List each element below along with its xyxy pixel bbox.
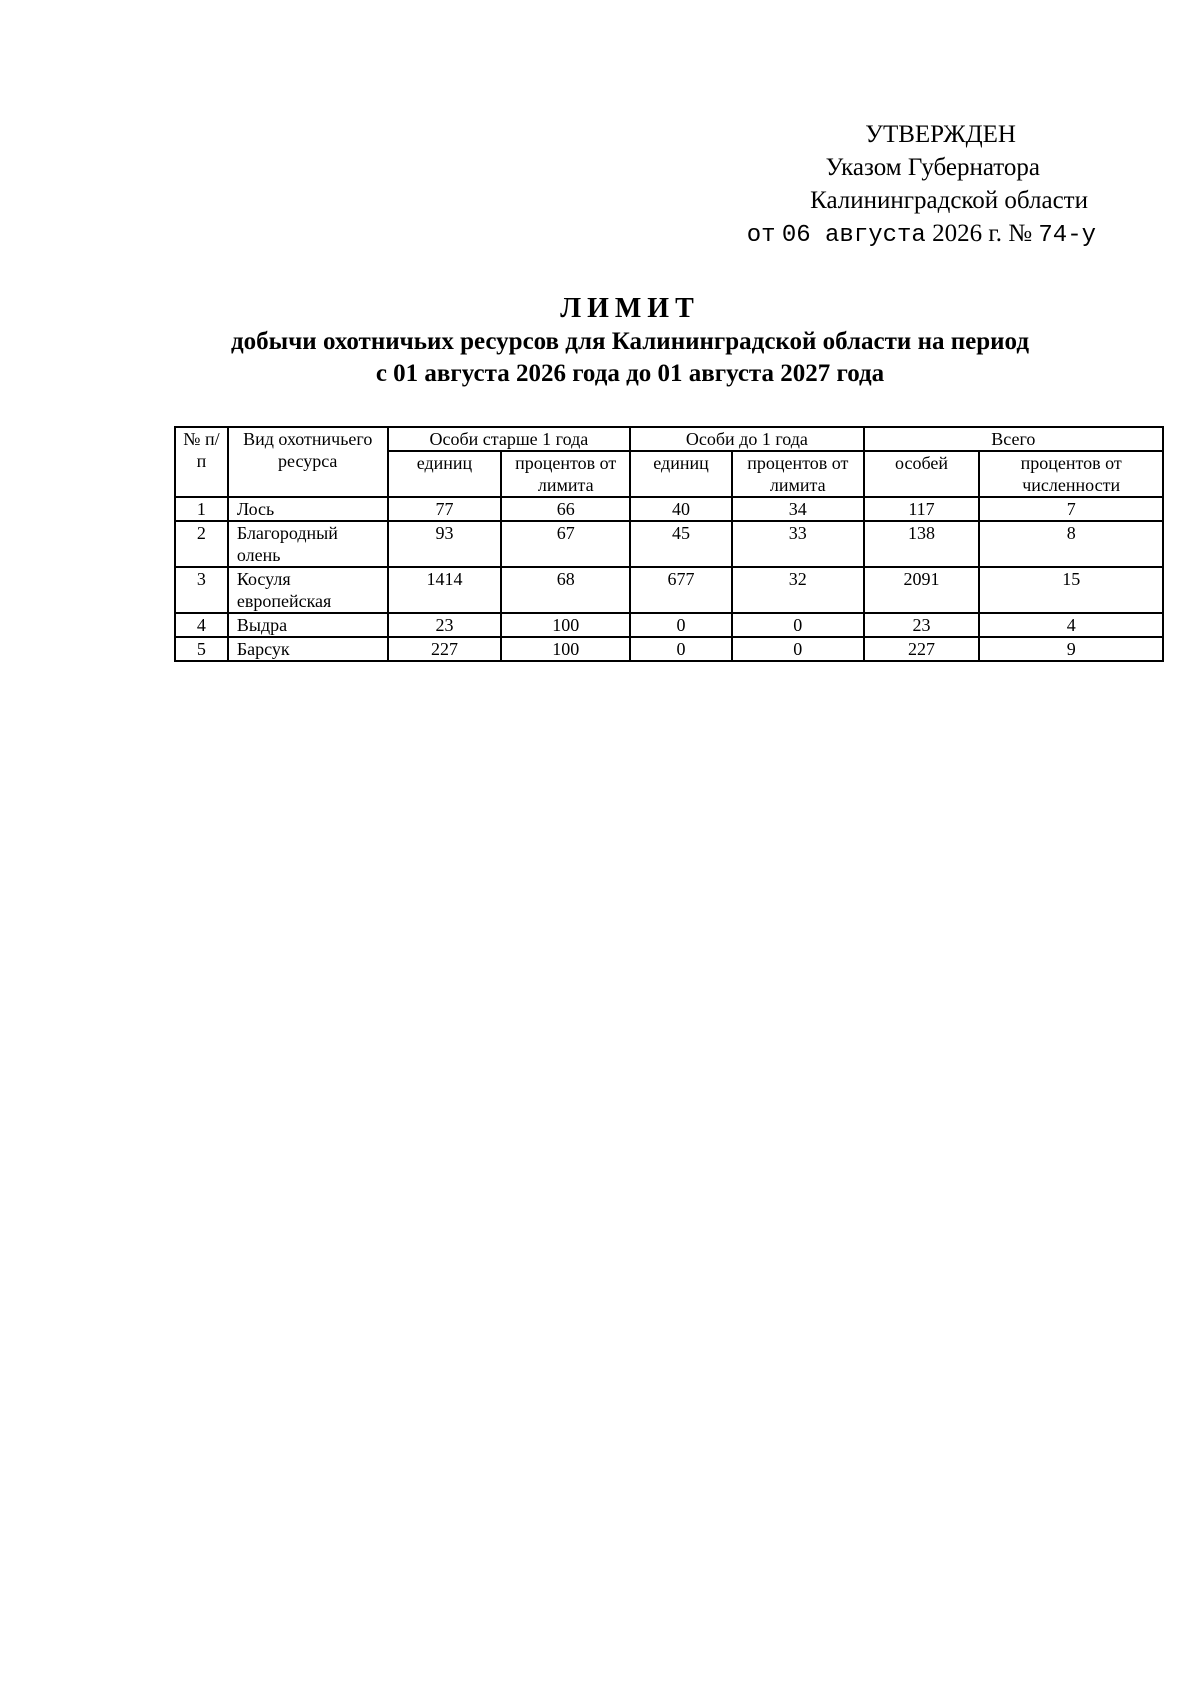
cell-older-pct: 68 bbox=[501, 567, 630, 613]
header-older-units: единиц bbox=[388, 451, 502, 497]
cell-younger-pct: 0 bbox=[732, 613, 864, 637]
cell-species: Барсук bbox=[228, 637, 388, 661]
header-younger-units: единиц bbox=[630, 451, 732, 497]
approval-number: 74-у bbox=[1038, 222, 1096, 249]
cell-total-pct: 9 bbox=[979, 637, 1163, 661]
cell-total: 23 bbox=[864, 613, 980, 637]
header-num: № п/п bbox=[175, 427, 228, 497]
cell-num: 3 bbox=[175, 567, 228, 613]
cell-num: 4 bbox=[175, 613, 228, 637]
cell-older-pct: 66 bbox=[501, 497, 630, 521]
header-row-1 bbox=[175, 427, 1163, 451]
header-older-group: Особи старше 1 года bbox=[388, 427, 631, 451]
cell-older-pct: 67 bbox=[501, 521, 630, 567]
cell-younger-units: 677 bbox=[630, 567, 732, 613]
title-subtitle-1: добычи охотничьих ресурсов для Калининградской области на период bbox=[231, 328, 1029, 355]
limit-table bbox=[174, 426, 1164, 662]
cell-total-pct: 7 bbox=[979, 497, 1163, 521]
cell-species: Выдра bbox=[228, 613, 388, 637]
table-row bbox=[175, 497, 1163, 521]
cell-younger-units: 0 bbox=[630, 637, 732, 661]
cell-total: 117 bbox=[864, 497, 980, 521]
cell-older-units: 93 bbox=[388, 521, 502, 567]
cell-older-pct: 100 bbox=[501, 613, 630, 637]
cell-older-units: 23 bbox=[388, 613, 502, 637]
cell-species: Косуля европейская bbox=[228, 567, 388, 613]
cell-younger-pct: 0 bbox=[732, 637, 864, 661]
table-row bbox=[175, 567, 1163, 613]
header-older-percent: процентов от лимита bbox=[501, 451, 630, 497]
header-total-individuals: особей bbox=[864, 451, 980, 497]
title-heading: ЛИМИТ bbox=[560, 293, 700, 324]
cell-num: 1 bbox=[175, 497, 228, 521]
document-title bbox=[0, 292, 1200, 390]
cell-older-pct: 100 bbox=[501, 637, 630, 661]
cell-total: 2091 bbox=[864, 567, 980, 613]
cell-younger-pct: 32 bbox=[732, 567, 864, 613]
cell-total-pct: 4 bbox=[979, 613, 1163, 637]
approval-region: Калининградской области bbox=[810, 187, 1088, 214]
table-row bbox=[175, 637, 1163, 661]
approval-date-prefix: от bbox=[746, 222, 776, 249]
cell-total: 138 bbox=[864, 521, 980, 567]
header-species-text: Вид охотничьего ресурса bbox=[243, 429, 373, 471]
cell-younger-pct: 34 bbox=[732, 497, 864, 521]
cell-younger-units: 0 bbox=[630, 613, 732, 637]
table-row bbox=[175, 613, 1163, 637]
table-row bbox=[175, 521, 1163, 567]
cell-species: Благородный олень bbox=[228, 521, 388, 567]
cell-total-pct: 15 bbox=[979, 567, 1163, 613]
approval-authority: Указом Губернатора bbox=[825, 154, 1040, 181]
cell-older-units: 77 bbox=[388, 497, 502, 521]
header-species bbox=[228, 427, 388, 497]
approval-stamp bbox=[656, 118, 1096, 252]
cell-num: 5 bbox=[175, 637, 228, 661]
approval-date: 06 августа bbox=[781, 222, 926, 249]
title-subtitle-2: с 01 августа 2026 года до 01 августа 2027 года bbox=[375, 360, 885, 387]
cell-older-units: 1414 bbox=[388, 567, 502, 613]
approval-year: 2026 г. № bbox=[932, 220, 1033, 247]
cell-older-units: 227 bbox=[388, 637, 502, 661]
cell-younger-units: 45 bbox=[630, 521, 732, 567]
header-total-group: Всего bbox=[864, 427, 1163, 451]
cell-total-pct: 8 bbox=[979, 521, 1163, 567]
approval-title: УТВЕРЖДЕН bbox=[865, 121, 1016, 148]
header-total-percent: процентов от численности bbox=[979, 451, 1163, 497]
cell-num: 2 bbox=[175, 521, 228, 567]
header-younger-percent: процентов от лимита bbox=[732, 451, 864, 497]
approval-date-number bbox=[656, 217, 1096, 252]
cell-younger-units: 40 bbox=[630, 497, 732, 521]
cell-total: 227 bbox=[864, 637, 980, 661]
cell-younger-pct: 33 bbox=[732, 521, 864, 567]
cell-species: Лось bbox=[228, 497, 388, 521]
header-younger-group: Особи до 1 года bbox=[630, 427, 864, 451]
